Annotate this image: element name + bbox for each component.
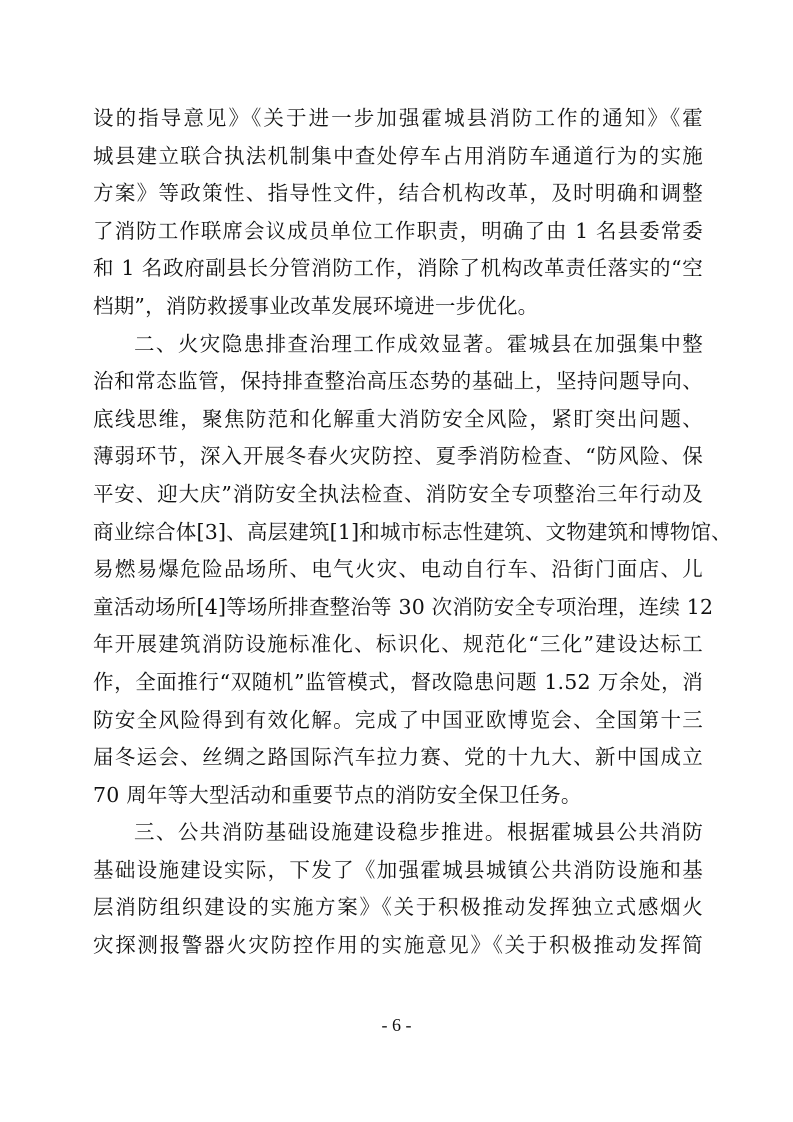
text-line: 底线思维，聚焦防范和化解重大消防安全风险，紧盯突出问题、 <box>93 406 703 431</box>
page-number: - 6 - <box>381 1015 412 1035</box>
text-line: 平安、迎大庆”消防安全执法检查、消防安全专项整治三年行动及 <box>93 481 703 506</box>
text-line: 灾探测报警器火灾防控作用的实施意见》《关于积极推动发挥简 <box>93 933 703 958</box>
text-line: 和 1 名政府副县长分管消防工作，消除了机构改革责任落实的“空 <box>93 256 703 281</box>
text-line: 易燃易爆危险品场所、电气火灾、电动自行车、沿街门面店、儿 <box>93 557 703 582</box>
text-line: 届冬运会、丝绸之路国际汽车拉力赛、党的十九大、新中国成立 <box>93 745 703 770</box>
text-line: 童活动场所[4]等场所排查整治等 30 次消防安全专项治理，连续 12 <box>93 594 714 619</box>
text-line: 防安全风险得到有效化解。完成了中国亚欧博览会、全国第十三 <box>93 707 703 732</box>
text-line: 薄弱环节，深入开展冬春火灾防控、夏季消防检查、“防风险、保 <box>93 444 703 469</box>
text-line: 方案》等政策性、指导性文件，结合机构改革，及时明确和调整 <box>93 181 703 206</box>
paragraph-heading-line: 二、火灾隐患排查治理工作成效显著。霍城县在加强集中整 <box>134 331 703 356</box>
text-line: 层消防组织建设的实施方案》《关于积极推动发挥独立式感烟火 <box>93 895 703 920</box>
text-line: 作，全面推行“双随机”监管模式，督改隐患问题 1.52 万余处，消 <box>93 669 703 694</box>
text-line: 设的指导意见》《关于进一步加强霍城县消防工作的通知》《霍 <box>93 106 703 130</box>
body-text <box>93 100 732 965</box>
text-line: 商业综合体[3]、高层建筑[1]和城市标志性建筑、文物建筑和博物馆、 <box>93 519 732 544</box>
text-line: 了消防工作联席会议成员单位工作职责，明确了由 1 名县委常委 <box>93 218 703 243</box>
text-line: 70 周年等大型活动和重要节点的消防安全保卫任务。 <box>93 782 582 807</box>
text-line: 治和常态监管，保持排查整治高压态势的基础上，坚持问题导向、 <box>93 369 703 394</box>
text-line: 基础设施建设实际，下发了《加强霍城县城镇公共消防设施和基 <box>93 857 703 882</box>
paragraph-heading-line: 三、公共消防基础设施建设稳步推进。根据霍城县公共消防 <box>134 820 703 845</box>
text-line: 档期”，消防救援事业改革发展环境进一步优化。 <box>93 293 539 318</box>
text-line: 年开展建筑消防设施标准化、标识化、规范化“三化”建设达标工 <box>93 632 703 657</box>
text-line: 城县建立联合执法机制集中查处停车占用消防车通道行为的实施 <box>93 143 703 168</box>
